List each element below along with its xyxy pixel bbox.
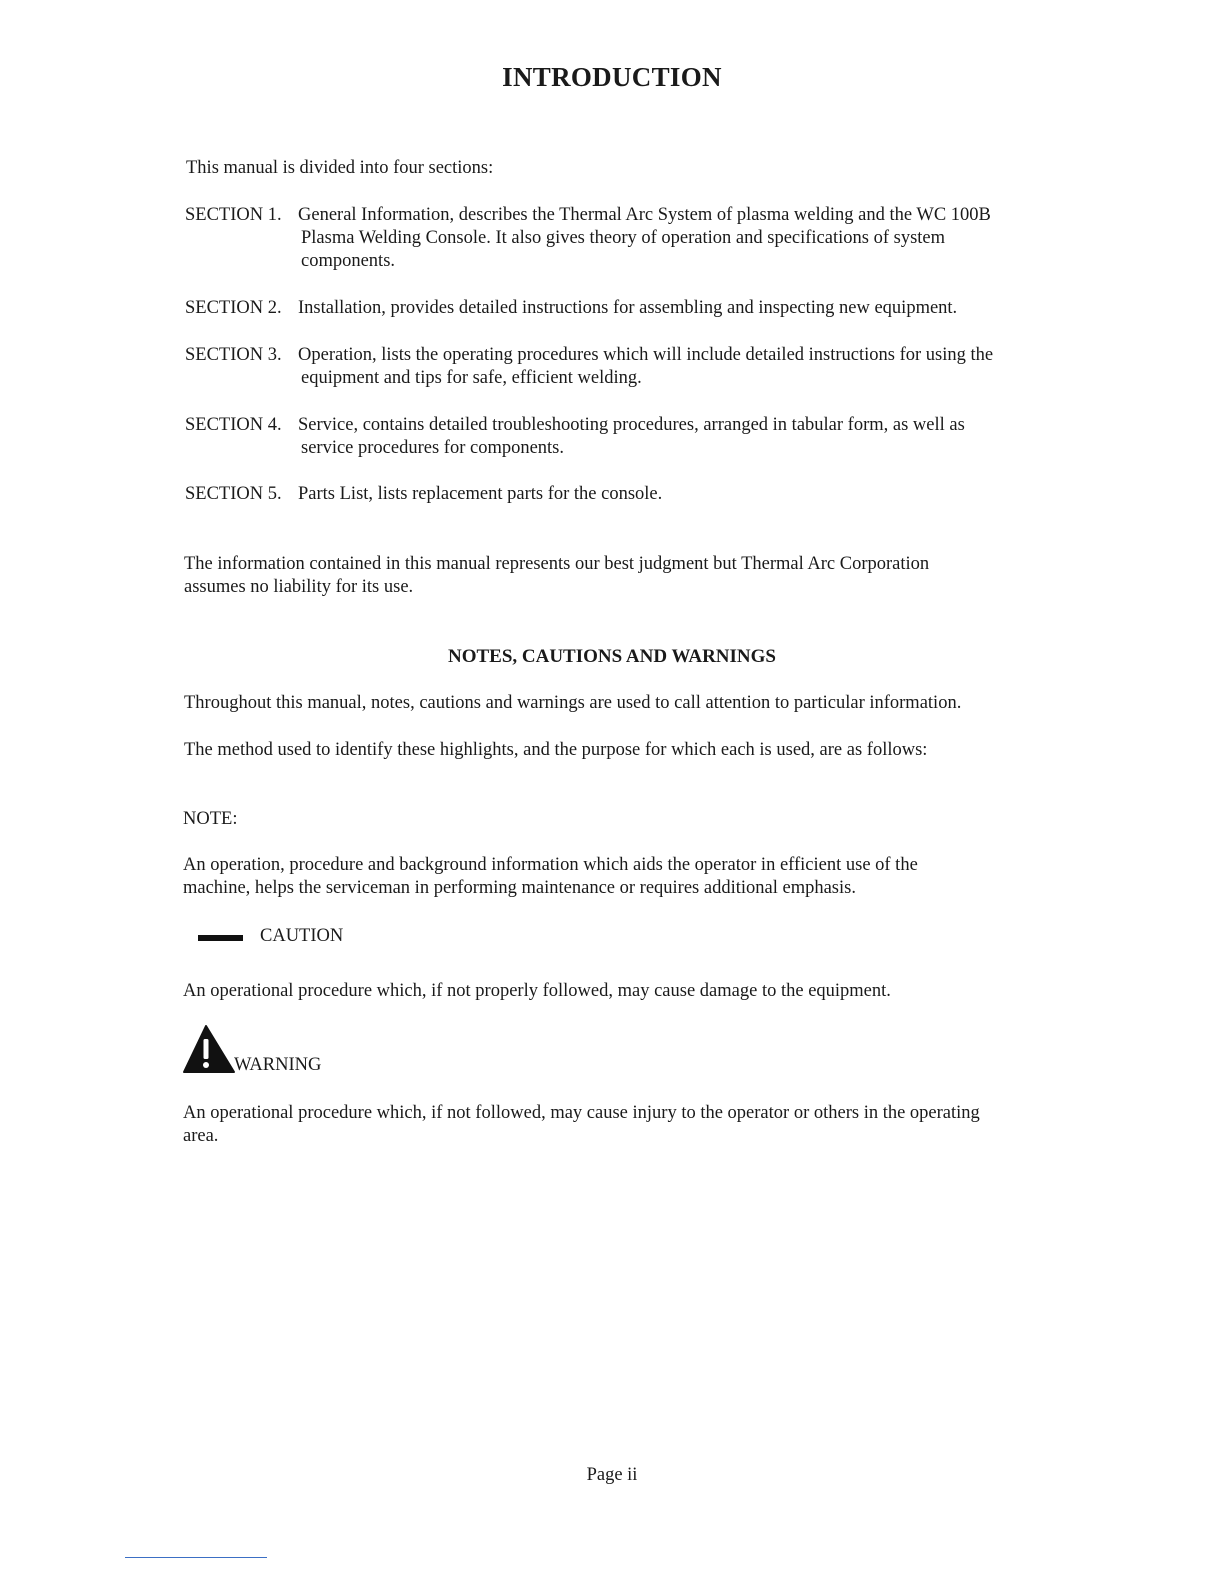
warning-triangle-icon <box>182 1024 236 1074</box>
disclaimer-line: assumes no liability for its use. <box>184 577 414 597</box>
section-text: components. <box>301 251 396 271</box>
section-text: equipment and tips for safe, efficient welding. <box>301 368 642 388</box>
section-label: SECTION 5. <box>185 484 282 504</box>
section-label: SECTION 2. <box>185 298 282 318</box>
section-3 <box>185 344 1065 390</box>
warning-description <box>183 1102 1083 1148</box>
section-text: Service, contains detailed troubleshooting procedures, arranged in tabular form, as well as <box>298 415 965 435</box>
note-label: NOTE: <box>183 809 238 829</box>
caution-bar-icon <box>198 935 243 941</box>
warning-line: area. <box>183 1126 219 1146</box>
section-text: Parts List, lists replacement parts for the console. <box>298 484 663 504</box>
intro-text: This manual is divided into four sections: <box>186 158 494 178</box>
page-number: Page ii <box>586 1465 638 1485</box>
notes-intro-1: Throughout this manual, notes, cautions and warnings are used to call attention to particular information. <box>184 693 962 713</box>
section-text: Plasma Welding Console. It also gives theory of operation and specifications of system <box>301 228 946 248</box>
section-text: Operation, lists the operating procedures which will include detailed instructions for using the <box>298 345 994 365</box>
section-5 <box>185 483 1065 506</box>
note-description <box>183 854 1083 900</box>
caution-description: An operational procedure which, if not properly followed, may cause damage to the equipment. <box>183 981 891 1001</box>
footer-rule <box>125 1557 267 1558</box>
note-line: machine, helps the serviceman in performing maintenance or requires additional emphasis. <box>183 878 856 898</box>
note-line: An operation, procedure and background information which aids the operator in efficient use of the <box>183 855 918 875</box>
warning-line: An operational procedure which, if not followed, may cause injury to the operator or others in the operating <box>183 1103 980 1123</box>
caution-label: CAUTION <box>260 926 344 946</box>
notes-heading: NOTES, CAUTIONS AND WARNINGS <box>447 646 776 667</box>
disclaimer <box>184 553 1084 599</box>
section-label: SECTION 4. <box>185 415 282 435</box>
warning-label: WARNING <box>234 1055 322 1075</box>
section-label: SECTION 3. <box>185 345 282 365</box>
page-title: INTRODUCTION <box>502 62 722 92</box>
section-text: Installation, provides detailed instructions for assembling and inspecting new equipment. <box>298 298 958 318</box>
section-text: service procedures for components. <box>301 438 565 458</box>
section-1 <box>185 204 1065 273</box>
section-2 <box>185 297 1065 320</box>
section-label: SECTION 1. <box>185 205 282 225</box>
disclaimer-line: The information contained in this manual represents our best judgment but Thermal Arc Corporation <box>184 554 930 574</box>
section-text: General Information, describes the Thermal Arc System of plasma welding and the WC 100B <box>298 205 991 225</box>
section-4 <box>185 414 1065 460</box>
notes-intro-2: The method used to identify these highlights, and the purpose for which each is used, are as follows: <box>184 740 928 760</box>
